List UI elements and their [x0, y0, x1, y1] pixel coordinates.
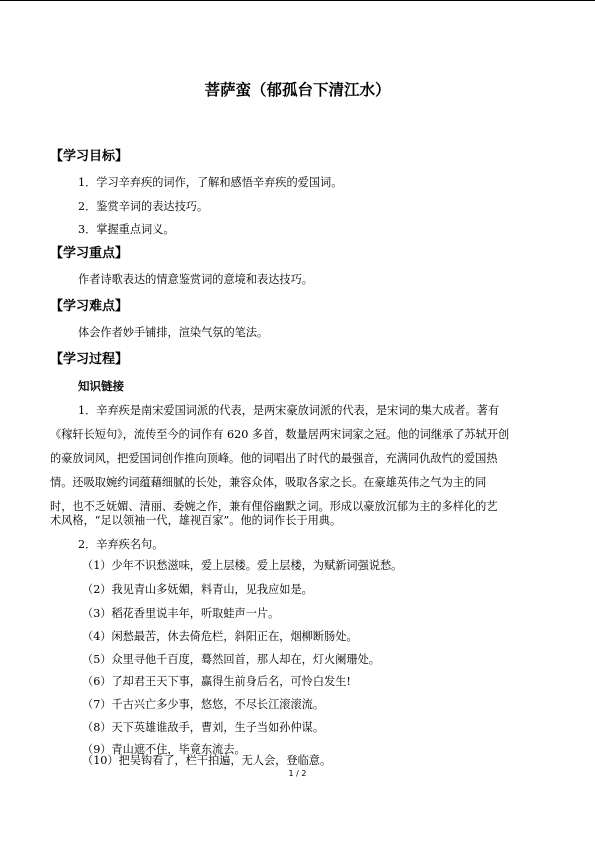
quote-item: （4）闲愁最苦，休去倚危栏，斜阳正在，烟柳断肠处。 — [82, 630, 358, 643]
quote-item: （3）稻花香里说丰年，听取蛙声一片。 — [82, 607, 280, 620]
page-number: 1 / 2 — [288, 769, 307, 778]
quote-item: （7）千古兴亡多少事，悠悠，不尽长江滚滚流。 — [82, 698, 325, 711]
intro-line: 的豪放词风，把爱国词创作推向顶峰。他的词唱出了时代的最强音，充满同仇敌忾的爱国热 — [50, 452, 498, 465]
goals-heading: 【学习目标】 — [50, 149, 129, 164]
quote-item: （1）少年不识愁滋味，爱上层楼。爱上层楼，为赋新词强说愁。 — [82, 559, 403, 572]
intro-line: 情。还吸取婉约词蕴藉细腻的长处，兼容众体，吸取各家之长。在豪雄英伟之气为主的同 — [50, 476, 487, 489]
goal-item-1: 1．学习辛弃疾的词作，了解和感悟辛弃疾的爱国词。 — [78, 176, 343, 189]
quote-item: （10）把吴钩看了，栏干拍遍，无人会，登临意。 — [82, 754, 332, 767]
intro-line: 时，也不乏妩媚、清丽、委婉之作，兼有俚俗幽默之词。形成以豪放沉郁为主的多样化的艺 — [50, 500, 498, 513]
intro-line: 1．辛弃疾是南宋爱国词派的代表，是两宋豪放词派的代表，是宋词的集大成者。著有 — [78, 404, 500, 417]
famous-quotes-heading: 2．辛弃疾名句。 — [78, 538, 164, 551]
quote-item: （5）众里寻他千百度，蓦然回首，那人却在，灯火阑珊处。 — [82, 653, 380, 666]
goal-item-2: 2．鉴赏辛词的表达技巧。 — [78, 200, 209, 213]
page-top-border — [0, 0, 595, 1]
quote-item: （6）了却君王天下事，赢得生前身后名，可怜白发生! — [82, 675, 351, 688]
goal-item-3: 3．掌握重点词义。 — [78, 223, 175, 236]
knowledge-link-label: 知识链接 — [78, 379, 124, 393]
quote-item: （9）青山遮不住，毕竟东流去。 — [82, 743, 246, 756]
key-point-heading: 【学习重点】 — [50, 246, 129, 261]
quote-item: （8）天下英雄谁敌手，曹刘，生子当如孙仲谋。 — [82, 721, 325, 734]
difficulty-text: 体会作者妙手铺排，渲染气氛的笔法。 — [78, 326, 269, 339]
key-point-text: 作者诗歌表达的情意鉴赏词的意境和表达技巧。 — [78, 273, 313, 286]
quote-item: （2）我见青山多妩媚，料青山，见我应如是。 — [82, 583, 313, 596]
process-heading: 【学习过程】 — [50, 352, 129, 367]
intro-line: 《稼轩长短句》，流传至今的词作有 620 多首，数量居两宋词家之冠。他的词继承了苏轼开创 — [50, 428, 510, 441]
intro-line: 术风格，“足以领袖一代，雄视百家”。他的词作长于用典。 — [50, 514, 342, 527]
difficulty-heading: 【学习难点】 — [50, 299, 129, 314]
page-title: 菩萨蛮（郁孤台下清江水） — [204, 81, 391, 99]
